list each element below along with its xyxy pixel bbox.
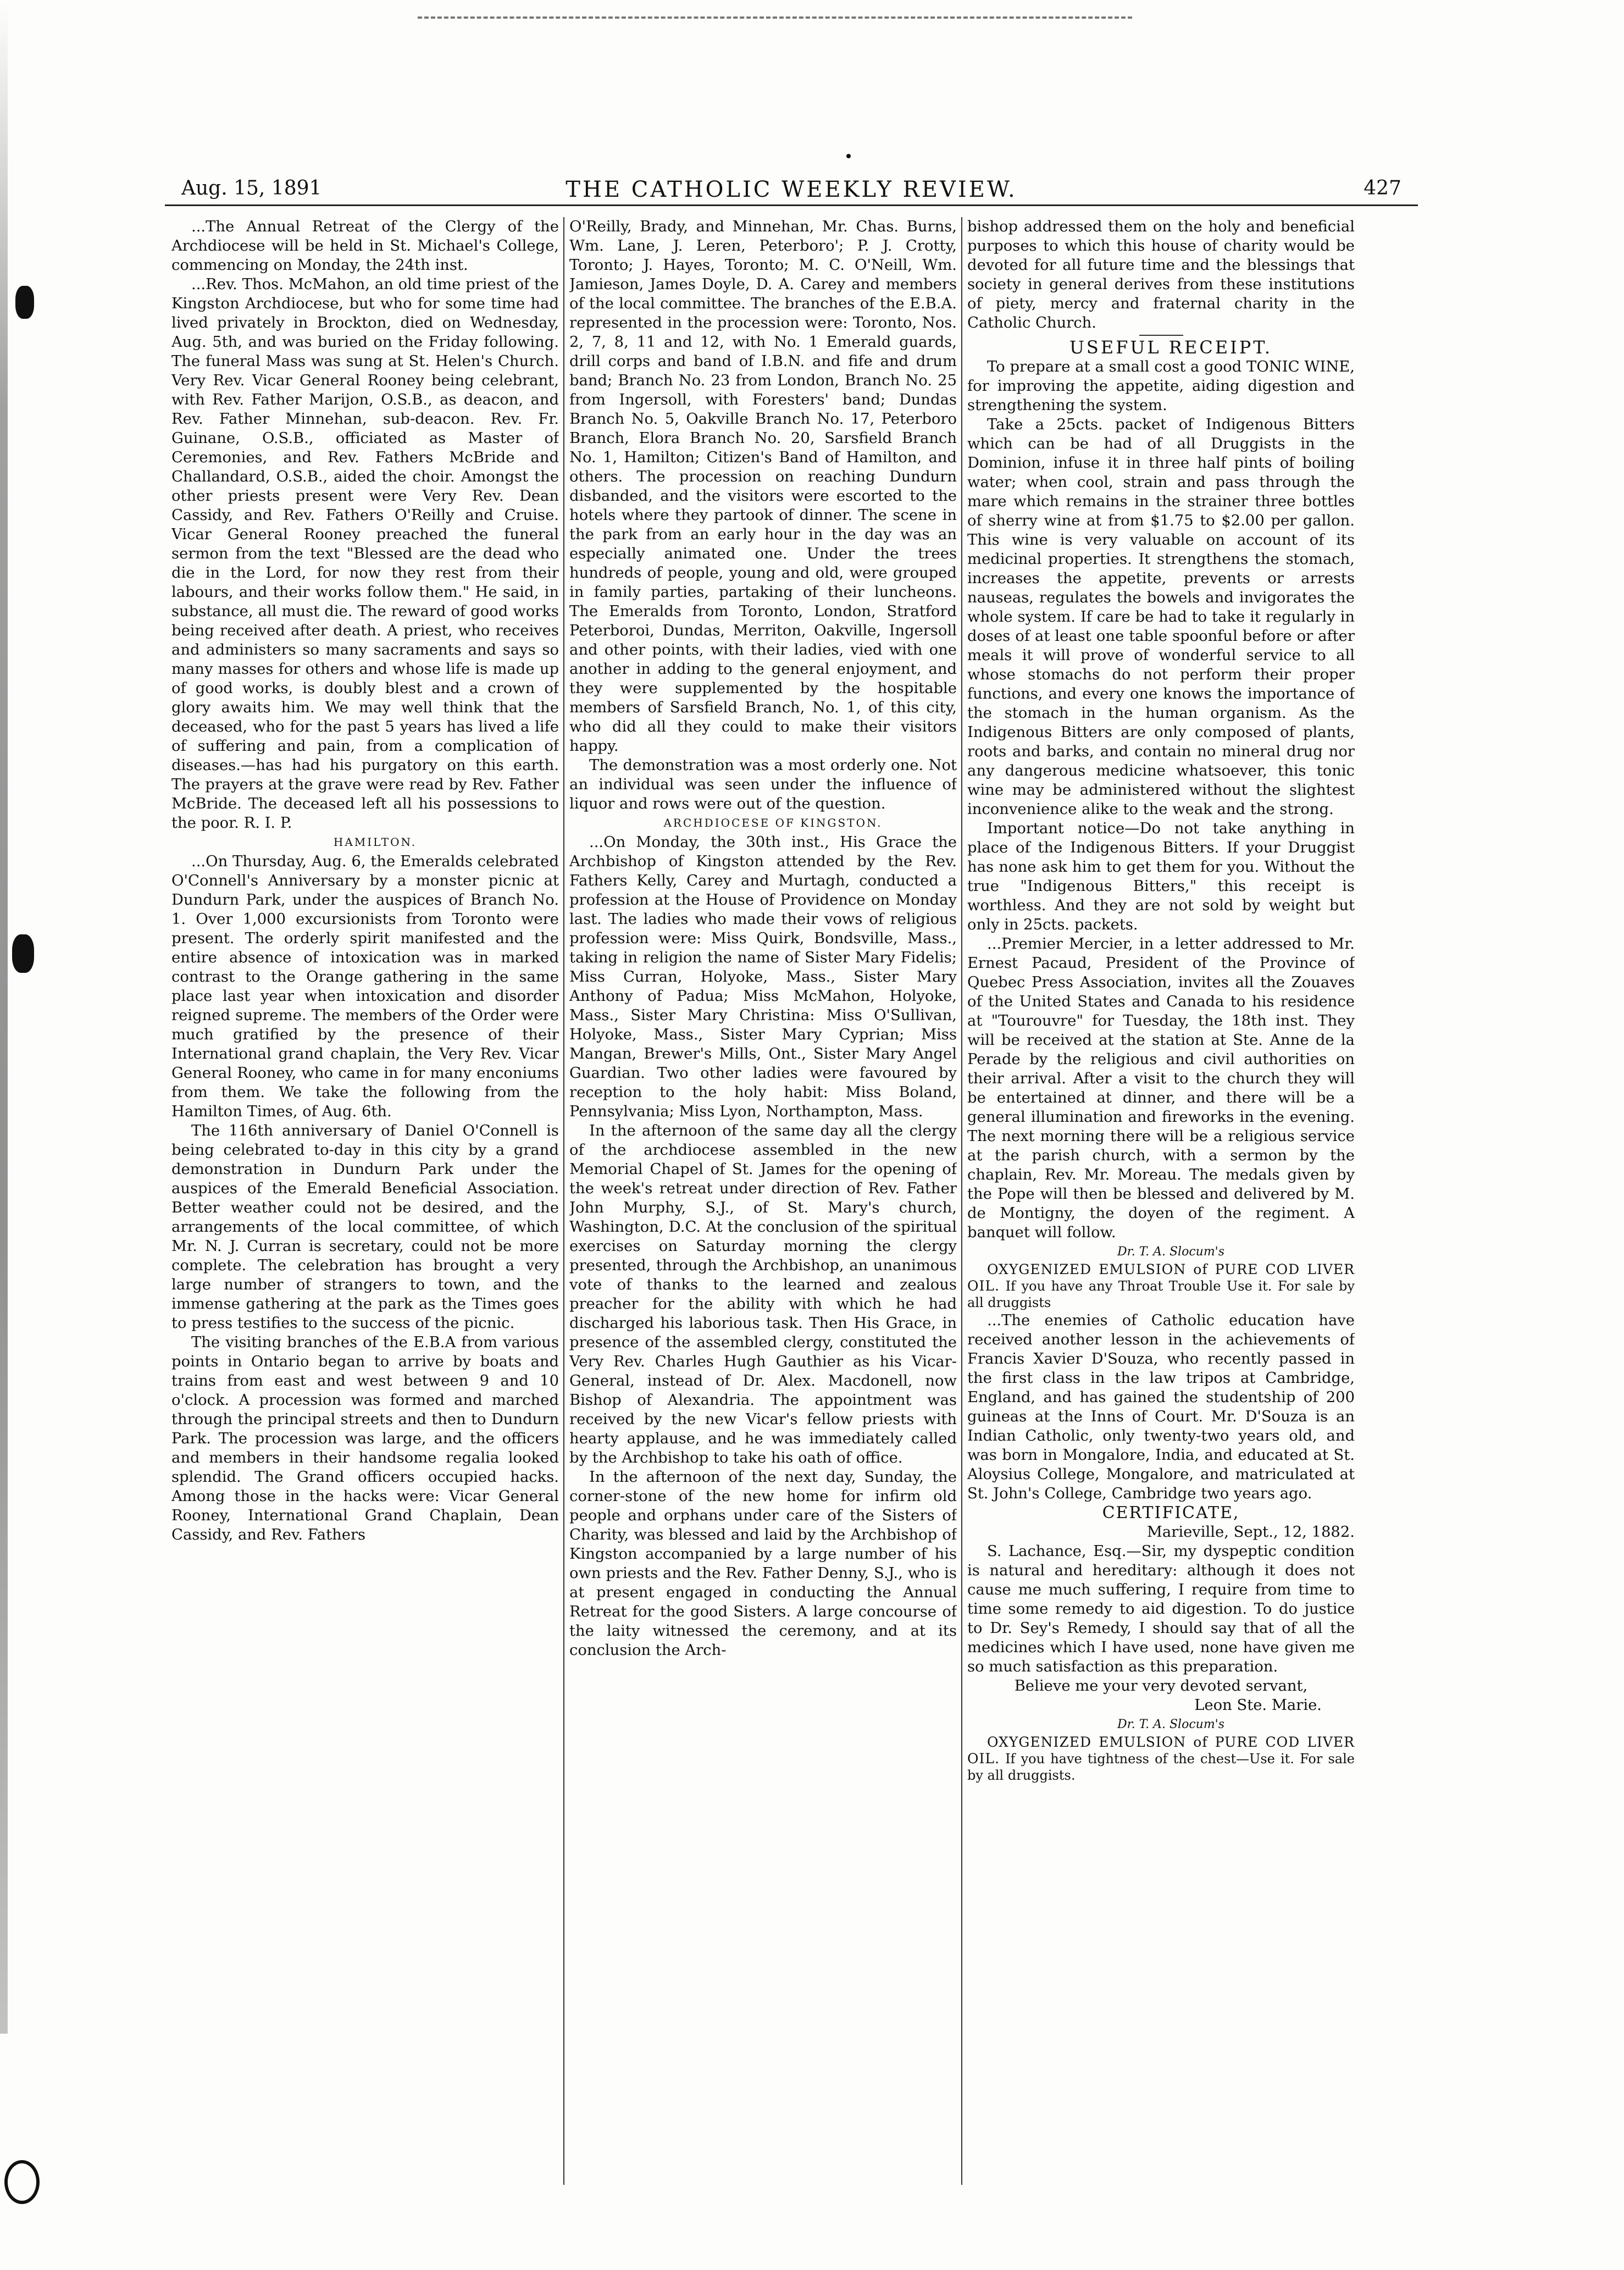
emeralds-picnic-article: ...On Thursday, Aug. 6, the Emeralds celebrated O'Connell's Anniversary by a monster picnic at Dundurn Park, under the auspices of Branch No. 1. Over 1,000 excursionists from Toronto were present. The orderly spirit manifested and the entire absence of intoxication was in marked contrast to the Orange gathering in the same place last year when intoxication and disorder reigned supreme. The members of the Order were much gratified by the presence of their International grand chaplain, the Very Rev. Vicar General Rooney, who came in for many enconiums from them. We take the following from the Hamilton Times, of Aug. 6th. <box>171 853 559 1120</box>
tonic-wine-intro: To prepare at a small cost a good TONIC WINE, for improving the appetite, aiding digestion and strengthening the system. <box>967 358 1355 414</box>
binding-mark <box>15 286 34 319</box>
mercier-zouaves-article: ...Premier Mercier, in a letter addressed to Mr. Ernest Pacaud, President of the Province of Quebec Press Association, invites all the Zouaves of the United States and Canada to his residence at "Tourouvre" for Tuesday, the 18th inst. They will be received at the station at Ste. Anne de la Perade by the religious and civil authorities on their arrival. After a visit to the church they will be entertained at dinner, and there will be a general illumination and fireworks in the evening. The next morning there will be a religious service at the parish church, with a sermon by the chaplain, Rev. Mr. Moreau. The medals given by the Pope will then be blessed and delivered by M. de Montigny, the doyen of the regiment. A banquet will follow. <box>967 935 1355 1241</box>
ad-credit: Dr. T. A. Slocum's <box>1117 1245 1225 1259</box>
oconnell-anniversary-article: The 116th anniversary of Daniel O'Connell is being celebrated to-day in this city by a grand demonstration in Dundurn Park under the auspices of the Emerald Beneficial Association. Better weather could not be desired, and the arrangements of the local committee, of which Mr. N. J. Curran is secretary, could not be more complete. The celebration has brought a very large number of strangers to town, and the immense gathering at the park as the Times goes to press testifies to the success of the picnic. <box>171 1122 559 1332</box>
certificate-signature: Leon Ste. Marie. <box>1194 1697 1322 1714</box>
tonic-wine-recipe: Take a 25cts. packet of Indigenous Bitters which can be had of all Druggists in the Dominion, infuse it in three half pints of boiling water; when cool, strain and pass through the mare which remains in the strainer three bottles of sherry wine at from $1.75 to $2.00 per gallon. This wine is very valuable on account of its medicinal properties. It strengthens the stomach, increases the appetite, prevents or arrests nauseas, regulates the bowels and invigorates the whole system. If care be had to take it regularly in doses of at least one table spoonful before or after meals it will prove of wonderful service to all whose stomachs do not perform their proper functions, and every one knows the importance of the stomach in the human organism. As the Indigenous Bitters are only composed of plants, roots and barks, and contain no mineral drug nor any dangerous medicine whatsoever, this tonic wine may be administered without the slightest inconvenience alike to the weak and the strong. <box>967 416 1355 818</box>
certificate-date: Marieville, Sept., 12, 1882. <box>1146 1524 1355 1541</box>
heading-certificate: CERTIFICATE, <box>1102 1503 1240 1522</box>
column-3 <box>967 217 1355 2185</box>
binding-mark <box>12 934 34 973</box>
corner-stone-article: In the afternoon of the next day, Sunday, the corner-stone of the new home for infirm old people and orphans under care of the Sisters of Charity, was blessed and laid by the Archbishop of Kingston accompanied by a large number of his own priests and the Rev. Father Denny, S.J., who is at present engaged in conducting the Annual Retreat for the good Sisters. A large concourse of the laity witnessed the ceremony, and at its conclusion the Arch- <box>569 1469 957 1659</box>
column-rule <box>961 217 962 2185</box>
binding-hole <box>4 2160 40 2204</box>
speck <box>846 154 851 158</box>
column-1 <box>171 217 559 2185</box>
column-rule <box>563 217 564 2185</box>
clergy-retreat-notice: ...The Annual Retreat of the Clergy of the Archdiocese will be held in St. Michael's College, commencing on Monday, the 24th inst. <box>171 218 559 274</box>
profession-article: ...On Monday, the 30th inst., His Grace the Archbishop of Kingston attended by the Rev. Fathers Kelly, Carey and Murtagh, conducted a profession at the House of Providence on Monday last. The ladies who made their vows of religious profession were: Miss Quirk, Bondsville, Mass., taking in religion the name of Sister Mary Fidelis; Miss Curran, Holyoke, Mass., Sister Mary Anthony of Padua; Miss McMahon, Holyoke, Mass., Sister Mary Christina: Miss O'Sullivan, Holyoke, Mass., Sister Mary Cyprian; Miss Mangan, Brewer's Mills, Ont., Sister Mary Angel Guardian. Two other ladies were favoured by reception to the holy habit: Miss Boland, Pennsylvania; Miss Lyon, Northampton, Mass. <box>569 834 957 1120</box>
ad-headline: OXYGENIZED EMULSION of PURE COD LIVER OIL. <box>967 1734 1355 1767</box>
ad-body: If you have tightness of the chest—Use it. For sale by all druggists. <box>967 1751 1355 1783</box>
scan-edge-shadow <box>0 0 8 2034</box>
important-notice: Important notice—Do not take anything in place of the Indigenous Bitters. If your Druggist has none ask him to get them for you. Without the true "Indigenous Bitters," this receipt is worthless. And they are not sold by weight but only in 25cts. packets. <box>967 820 1355 933</box>
header-rule <box>165 204 1418 206</box>
ad-credit: Dr. T. A. Slocum's <box>1117 1718 1225 1731</box>
dsouza-article: ...The enemies of Catholic education have received another lesson in the achievements of Francis Xavier D'Souza, who recently passed in the first class in the law tripos at Cambridge, England, and has gained the studentship of 200 guineas at the Inns of Court. Mr. D'Souza is an Indian Catholic, only twenty-two years old, and was born in Mongalore, India, and educated at St. Aloysius College, Mongalore, and matriculated at St. John's College, Cambridge two years ago. <box>967 1312 1355 1502</box>
section-heading-hamilton: HAMILTON. <box>333 835 417 849</box>
procession-continued: O'Reilly, Brady, and Minnehan, Mr. Chas. Burns, Wm. Lane, J. Leren, Peterboro'; P. J. Crotty, Toronto; J. Hayes, Toronto; M. C. O'Neill, Wm. Jamieson, James Doyle, D. A. Carey and members of the local committee. The branches of the E.B.A. represented in the procession were: Toronto, Nos. 2, 7, 8, 11 and 12, with No. 1 Emerald guards, drill corps and band of I.B.N. and fife and drum band; Branch No. 23 from London, Branch No. 25 from Ingersoll, with Foresters' band; Dundas Branch No. 5, Oakville Branch No. 17, Peterboro Branch, Elora Branch No. 20, Sarsfield Branch No. 1, Hamilton; Citizen's Band of Hamilton, and others. The procession on reaching Dundurn disbanded, and the visitors were escorted to the hotels where they partook of dinner. The scene in the park from an early hour in the day was an especially animated one. Under the trees hundreds of people, young and old, were grouped in family parties, partaking of their luncheons. The Emeralds from Toronto, London, Stratford Peterboroi, Dundas, Merriton, Oakville, Ingersoll and other points, with their ladies, vied with one another in adding to the general enjoyment, and they were supplemented by the hospitable members of Sarsfield Branch, No. 1, of this city, who did all they could to make their visitors happy. <box>569 218 957 755</box>
retreat-article: In the afternoon of the same day all the clergy of the archdiocese assembled in the new Memorial Chapel of St. James for the opening of the week's retreat under direction of Rev. Father John Murphy, S.J., of St. Mary's church, Washington, D.C. At the conclusion of the spiritual exercises on Saturday morning the clergy presented, through the Archbishop, an unanimous vote of thanks to the learned and zealous preacher for the ability with which he had discharged his laborious task. Then His Grace, in presence of the assembled clergy, constituted the Very Rev. Charles Hugh Gauthier as his Vicar-General, instead of Dr. Alex. Macdonell, now Bishop of Alexandria. The appointment was received by the new Vicar's fellow priests with hearty applause, and he was immediately called by the Archbishop to take his oath of office. <box>569 1122 957 1466</box>
masthead-title: THE CATHOLIC WEEKLY REVIEW. <box>566 177 1017 202</box>
divider <box>1139 335 1183 336</box>
demonstration-orderly: The demonstration was a most orderly one. Not an individual was seen under the influence of liquor and rows were out of the question. <box>569 757 957 812</box>
section-heading-kingston: ARCHDIOCESE OF KINGSTON. <box>663 816 883 829</box>
archbishop-address-continued: bishop addressed them on the holy and beneficial purposes to which this house of charity would be devoted for all future time and the blessings that society in general derives from these institutions of piety, mercy and fraternal charity in the Catholic Church. <box>967 218 1355 331</box>
heading-useful-receipt: USEFUL RECEIPT. <box>1069 337 1273 358</box>
ad-headline: OXYGENIZED EMULSION of PURE COD LIVER OIL. <box>967 1261 1355 1294</box>
issue-date: Aug. 15, 1891 <box>181 177 322 200</box>
cod-liver-oil-ad <box>967 1261 1355 1311</box>
certificate-closing: Believe me your very devoted servant, <box>1014 1677 1308 1695</box>
page-number: 427 <box>1364 177 1401 200</box>
certificate-body: S. Lachance, Esq.—Sir, my dyspeptic condition is natural and hereditary: although it does not cause me much suffering, I require from time to time some remedy to aid digestion. To do justice to Dr. Sey's Remedy, I should say that of all the medicines which I have used, none have given me so much satisfaction as this preparation. <box>967 1543 1355 1675</box>
cod-liver-oil-ad <box>967 1734 1355 1784</box>
procession-article: The visiting branches of the E.B.A from various points in Ontario began to arrive by boats and trains from east and west between 9 and 10 o'clock. A procession was formed and marched through the principal streets and then to Dundurn Park. The procession was large, and the officers and members in their handsome regalia looked splendid. The Grand officers occupied hacks. Among those in the hacks were: Vicar General Rooney, International Grand Chaplain, Dean Cassidy, and Rev. Fathers <box>171 1334 559 1543</box>
ad-body: If you have any Throat Trouble Use it. For sale by all druggists <box>967 1278 1355 1310</box>
scan-top-marks <box>418 16 1132 22</box>
column-2 <box>569 217 957 2185</box>
mcmahon-obituary: ...Rev. Thos. McMahon, an old time priest of the Kingston Archdiocese, but who for some time had lived privately in Brockton, died on Wednesday, Aug. 5th, and was buried on the Friday following. The funeral Mass was sung at St. Helen's Church. Very Rev. Vicar General Rooney being celebrant, with Rev. Father Marijon, O.S.B., as deacon, and Rev. Father Minnehan, sub-deacon. Rev. Fr. Guinane, O.S.B., officiated as Master of Ceremonies, and Rev. Fathers McBride and Challandard, O.S.B., aided the choir. Amongst the other priests present were Very Rev. Dean Cassidy, and Rev. Fathers O'Reilly and Cruise. Vicar General Rooney preached the funeral sermon from the text "Blessed are the dead who die in the Lord, for now they rest from their labours, and their works follow them." He said, in substance, all must die. The reward of good works being received after death. A priest, who receives and administers so many sacraments and says so many masses for others and whose life is made up of good works, is doubly blest and a crown of glory awaits him. We may well think that the deceased, who for the past 5 years has lived a life of suffering and pain, from a complication of diseases.—has had his purgatory on this earth. The prayers at the grave were read by Rev. Father McBride. The deceased left all his possessions to the poor. R. I. P. <box>171 276 559 832</box>
